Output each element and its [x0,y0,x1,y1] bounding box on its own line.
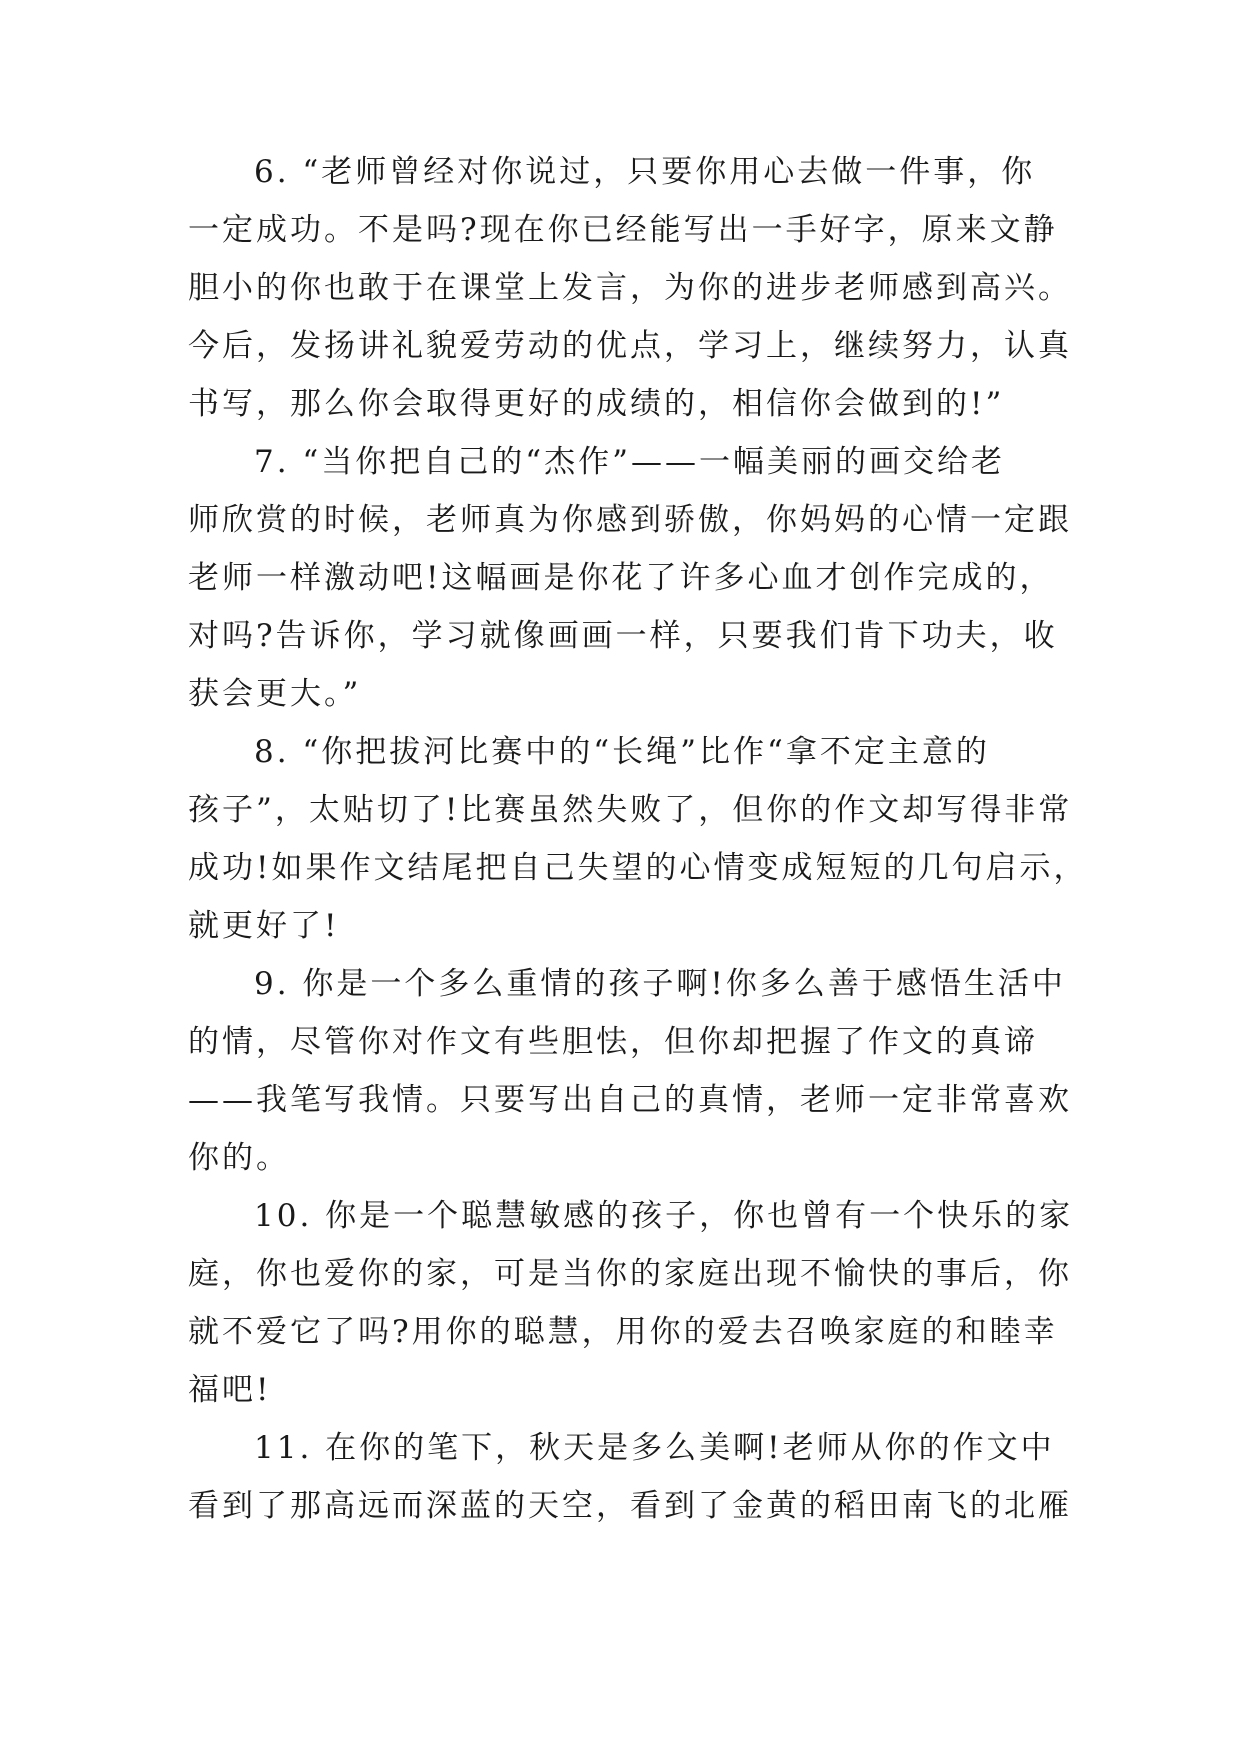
text-line: 书写，那么你会取得更好的成绩的，相信你会做到的!” [188,386,1005,422]
text-line: 获会更大。” [188,676,362,712]
text-line: 对吗?告诉你，学习就像画画一样，只要我们肯下功夫，收 [188,618,1058,654]
text-line: 庭，你也爱你的家，可是当你的家庭出现不愉快的事后，你 [188,1256,1072,1292]
text-line: 就不爱它了吗?用你的聪慧，用你的爱去召唤家庭的和睦幸 [188,1314,1058,1350]
text-line: 胆小的你也敢于在课堂上发言，为你的进步老师感到高兴。 [188,270,1072,306]
text-line: 一定成功。不是吗?现在你已经能写出一手好字，原来文静 [188,212,1058,248]
text-line: 就更好了! [188,908,340,944]
text-line: 成功!如果作文结尾把自己失望的心情变成短短的几句启示， [188,850,1088,886]
text-line: 今后，发扬讲礼貌爱劳动的优点，学习上，继续努力，认真 [188,328,1072,364]
text-line: 7. “当你把自己的“杰作”——一幅美丽的画交给老 [254,444,1005,480]
text-line: 的情，尽管你对作文有些胆怯，但你却把握了作文的真谛 [188,1024,1038,1060]
text-line: 老师一样激动吧!这幅画是你花了许多心血才创作完成的， [188,560,1054,596]
text-line: 师欣赏的时候，老师真为你感到骄傲，你妈妈的心情一定跟 [188,502,1072,538]
text-line: 8. “你把拔河比赛中的“长绳”比作“拿不定主意的 [254,734,990,770]
text-line: 孩子”，太贴切了!比赛虽然失败了，但你的作文却写得非常 [188,792,1073,828]
text-line: 9. 你是一个多么重情的孩子啊!你多么善于感悟生活中 [254,966,1066,1002]
text-line: 6. “老师曾经对你说过，只要你用心去做一件事，你 [254,154,1036,190]
text-line: 11. 在你的笔下，秋天是多么美啊!老师从你的作文中 [254,1430,1055,1466]
text-line: 看到了那高远而深蓝的天空，看到了金黄的稻田南飞的北雁 [188,1488,1072,1524]
text-line: 你的。 [188,1140,290,1176]
text-line: ——我笔写我情。只要写出自己的真情，老师一定非常喜欢 [188,1082,1072,1118]
text-line: 10. 你是一个聪慧敏感的孩子，你也曾有一个快乐的家 [254,1198,1074,1234]
text-line: 福吧! [188,1372,272,1408]
